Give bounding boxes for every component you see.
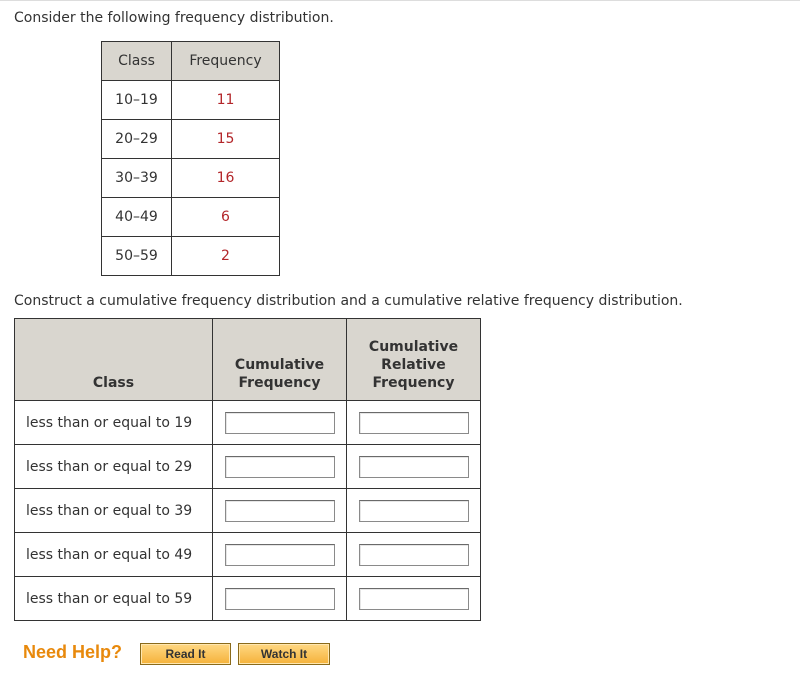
cumulative-frequency-input[interactable] xyxy=(225,500,335,522)
frequency-cell: 2 xyxy=(172,237,280,276)
cumulative-frequency-column-header xyxy=(213,319,347,401)
cumulative-relative-frequency-cell xyxy=(347,401,481,445)
table-row xyxy=(15,401,481,445)
table-row xyxy=(102,198,280,237)
cumulative-relative-frequency-cell xyxy=(347,489,481,533)
cumulative-relative-frequency-cell xyxy=(347,533,481,577)
intro-text: Consider the following frequency distribution. xyxy=(14,10,334,26)
header-line: Frequency xyxy=(238,375,321,391)
class-label-cell: less than or equal to 29 xyxy=(15,445,213,489)
need-help-label: Need Help? xyxy=(23,642,123,662)
class-cell: 40–49 xyxy=(102,198,172,237)
class-cell: 10–19 xyxy=(102,81,172,120)
class-label-cell: less than or equal to 49 xyxy=(15,533,213,577)
cumulative-frequency-cell xyxy=(213,577,347,621)
cumulative-frequency-cell xyxy=(213,533,347,577)
header-line: Cumulative xyxy=(234,357,325,373)
table-row xyxy=(102,120,280,159)
class-label-cell: less than or equal to 59 xyxy=(15,577,213,621)
cumulative-frequency-cell xyxy=(213,401,347,445)
frequency-cell: 16 xyxy=(172,159,280,198)
cumulative-relative-frequency-cell xyxy=(347,445,481,489)
cumulative-frequency-input[interactable] xyxy=(225,456,335,478)
cumulative-relative-frequency-input[interactable] xyxy=(359,500,469,522)
cumulative-relative-frequency-input[interactable] xyxy=(359,544,469,566)
class-cell: 20–29 xyxy=(102,120,172,159)
frequency-column-header: Frequency xyxy=(172,42,280,81)
frequency-cell: 15 xyxy=(172,120,280,159)
table-row xyxy=(15,533,481,577)
cumulative-frequency-input[interactable] xyxy=(225,544,335,566)
table-row xyxy=(102,237,280,276)
class-header-label: Class xyxy=(92,375,135,391)
instruction-text: Construct a cumulative frequency distribution and a cumulative relative frequency distribution. xyxy=(14,293,683,309)
cumulative-relative-frequency-input[interactable] xyxy=(359,412,469,434)
table-row xyxy=(15,445,481,489)
top-divider xyxy=(0,0,800,1)
class-column-header xyxy=(15,319,213,401)
table-row xyxy=(15,489,481,533)
cumulative-frequency-cell xyxy=(213,489,347,533)
table-row xyxy=(102,81,280,120)
header-line: Cumulative xyxy=(368,339,459,355)
cumulative-frequency-input[interactable] xyxy=(225,588,335,610)
read-it-button[interactable]: Read It xyxy=(140,643,231,665)
class-label-cell: less than or equal to 39 xyxy=(15,489,213,533)
class-cell: 30–39 xyxy=(102,159,172,198)
header-line: Relative xyxy=(381,357,446,373)
table-header-row xyxy=(102,42,280,81)
frequency-cell: 6 xyxy=(172,198,280,237)
cumulative-relative-frequency-input[interactable] xyxy=(359,588,469,610)
class-column-header: Class xyxy=(102,42,172,81)
table-header-row xyxy=(15,319,481,401)
table-row xyxy=(15,577,481,621)
frequency-distribution-table xyxy=(101,41,280,276)
cumulative-relative-frequency-input[interactable] xyxy=(359,456,469,478)
class-label-cell: less than or equal to 19 xyxy=(15,401,213,445)
watch-it-button[interactable]: Watch It xyxy=(238,643,330,665)
frequency-cell: 11 xyxy=(172,81,280,120)
class-cell: 50–59 xyxy=(102,237,172,276)
cumulative-relative-frequency-column-header xyxy=(347,319,481,401)
cumulative-relative-frequency-cell xyxy=(347,577,481,621)
cumulative-frequency-input[interactable] xyxy=(225,412,335,434)
cumulative-frequency-cell xyxy=(213,445,347,489)
cumulative-distribution-table xyxy=(14,318,481,621)
table-row xyxy=(102,159,280,198)
header-line: Frequency xyxy=(372,375,455,391)
